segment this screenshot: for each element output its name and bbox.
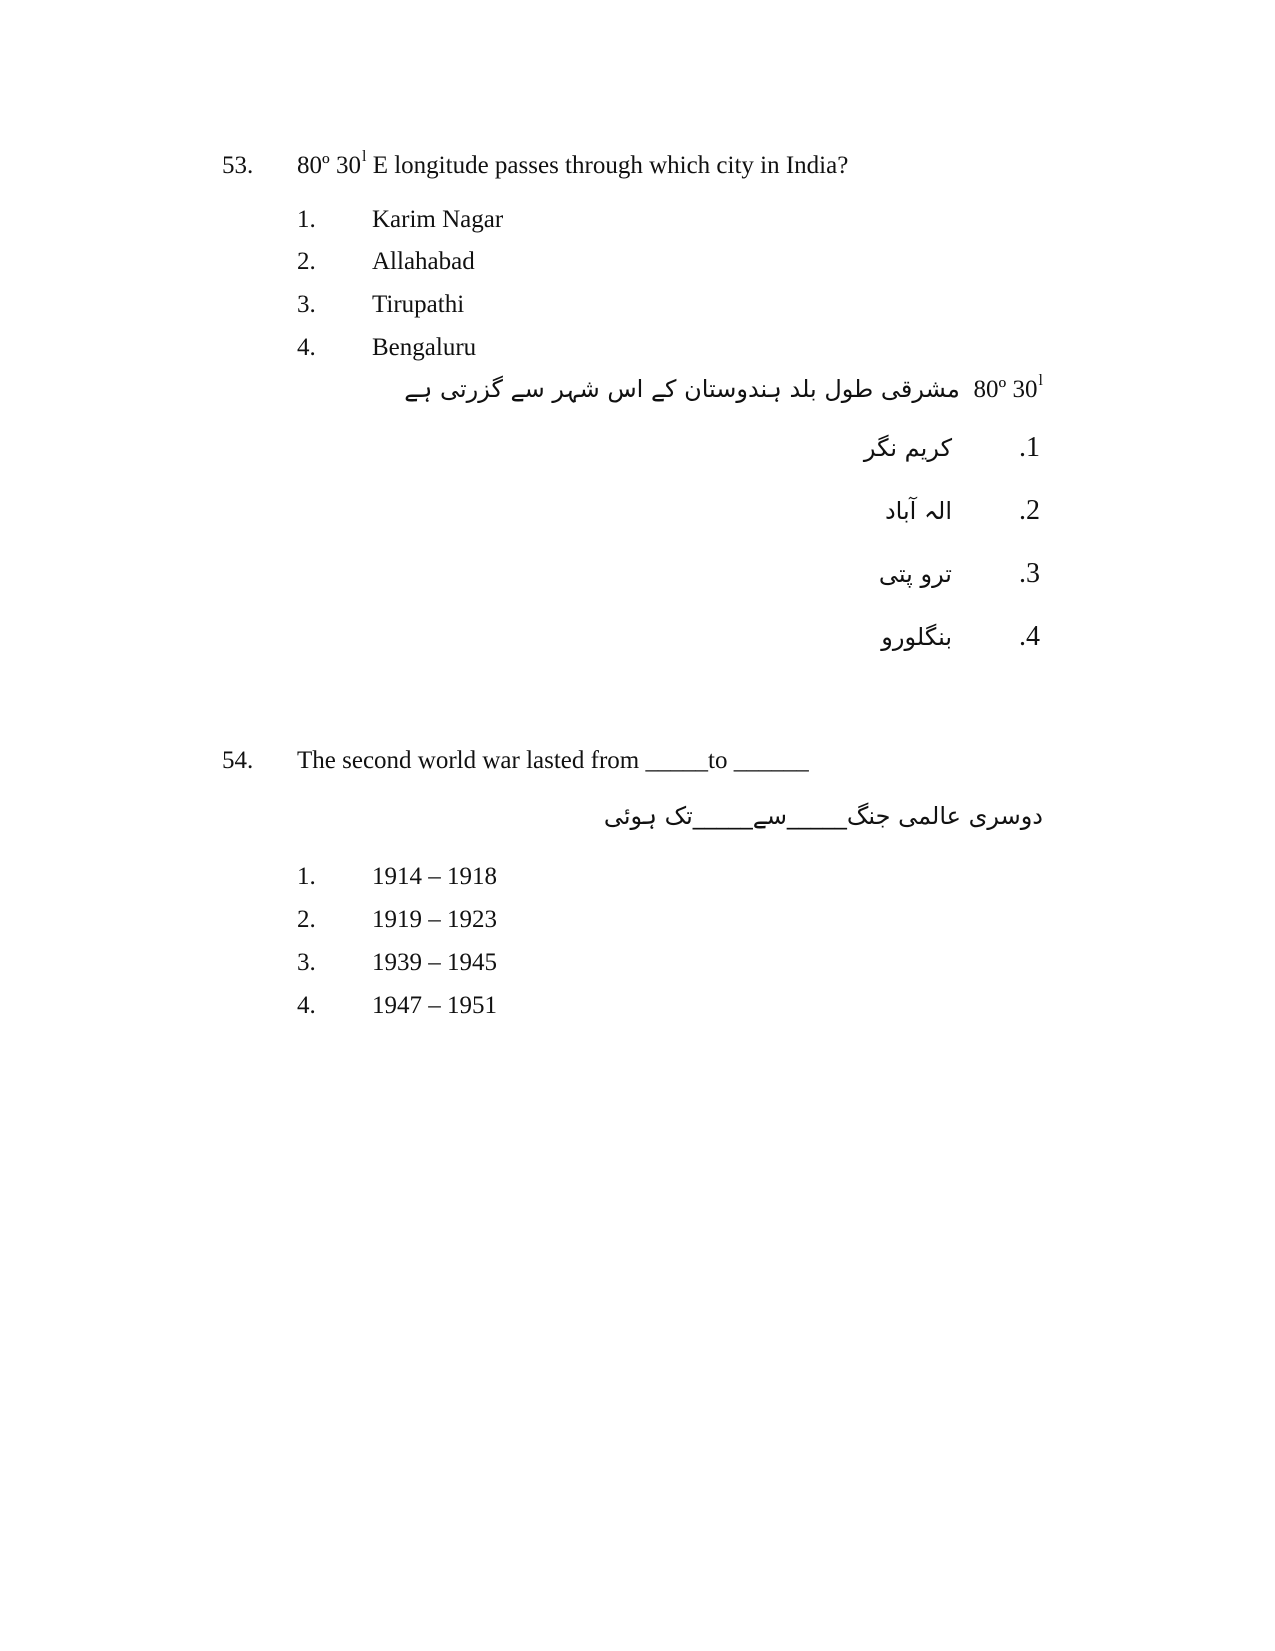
question-54-option-3-number: 3. bbox=[297, 949, 316, 976]
question-54-option-1-number: 1. bbox=[297, 863, 316, 890]
question-53-urdu-option-2 bbox=[880, 497, 1040, 537]
question-54-option-2-text: 1919 – 1923 bbox=[372, 906, 497, 933]
question-54-option-3-text: 1939 – 1945 bbox=[372, 949, 497, 976]
question-53-urdu-degree-value: 80º 30 bbox=[973, 376, 1038, 403]
question-53-urdu-text: مشرقی طول بلد ہندوستان کے اس شہر سے گزرتی ہے bbox=[404, 375, 960, 403]
question-53-urdu-option-3-number: .3 bbox=[1019, 558, 1040, 589]
question-53-text-suffix: E longitude passes through which city in India? bbox=[366, 152, 849, 179]
question-53-option-1-text: Karim Nagar bbox=[372, 206, 504, 233]
question-53-text bbox=[297, 148, 849, 180]
question-53-option-1-number: 1. bbox=[297, 206, 316, 233]
question-53-text-prefix: 80º 30 bbox=[297, 152, 362, 179]
question-54-urdu-question bbox=[604, 802, 1043, 830]
question-53-urdu-option-1-text: کریم نگر bbox=[863, 434, 952, 462]
question-54-urdu-text: دوسری عالمی جنگ_____سے_____تک ہوئی bbox=[603, 802, 1043, 830]
question-54-number: 54. bbox=[222, 747, 254, 774]
question-53-option-4-text: Bengaluru bbox=[372, 334, 477, 361]
question-54-option-4-number: 4. bbox=[297, 992, 316, 1019]
question-53-urdu-option-4 bbox=[880, 623, 1040, 663]
question-53-urdu-question bbox=[404, 372, 1043, 404]
question-53-option-3-text: Tirupathi bbox=[372, 291, 465, 318]
question-53-option-4-number: 4. bbox=[297, 334, 316, 361]
question-53-option-3-number: 3. bbox=[297, 291, 316, 318]
question-53-minute-mark: l bbox=[362, 148, 367, 165]
question-54-text: The second world war lasted from _____to ______ bbox=[297, 747, 809, 774]
question-54-option-4-text: 1947 – 1951 bbox=[372, 992, 497, 1019]
question-53-option-2-number: 2. bbox=[297, 248, 316, 275]
question-53-urdu-option-3 bbox=[880, 560, 1040, 600]
question-53-urdu-option-3-text: ترو پتی bbox=[878, 560, 952, 588]
question-54-option-1-text: 1914 – 1918 bbox=[372, 863, 497, 890]
question-53-urdu-option-2-text: الہ آباد bbox=[884, 497, 952, 525]
question-53-urdu-minute-mark: l bbox=[1038, 372, 1043, 389]
question-53-urdu-degree bbox=[973, 372, 1043, 403]
question-53-number: 53. bbox=[222, 152, 254, 179]
question-53-urdu-option-1 bbox=[863, 432, 1040, 474]
question-53-option-2-text: Allahabad bbox=[372, 248, 475, 275]
question-53-urdu-option-4-number: .4 bbox=[1019, 621, 1040, 652]
question-53-urdu-option-2-number: .2 bbox=[1019, 495, 1040, 526]
question-53-urdu-option-1-number: .1 bbox=[1019, 432, 1040, 463]
question-53-urdu-option-4-text: بنگلورو bbox=[881, 623, 952, 651]
question-54-option-2-number: 2. bbox=[297, 906, 316, 933]
